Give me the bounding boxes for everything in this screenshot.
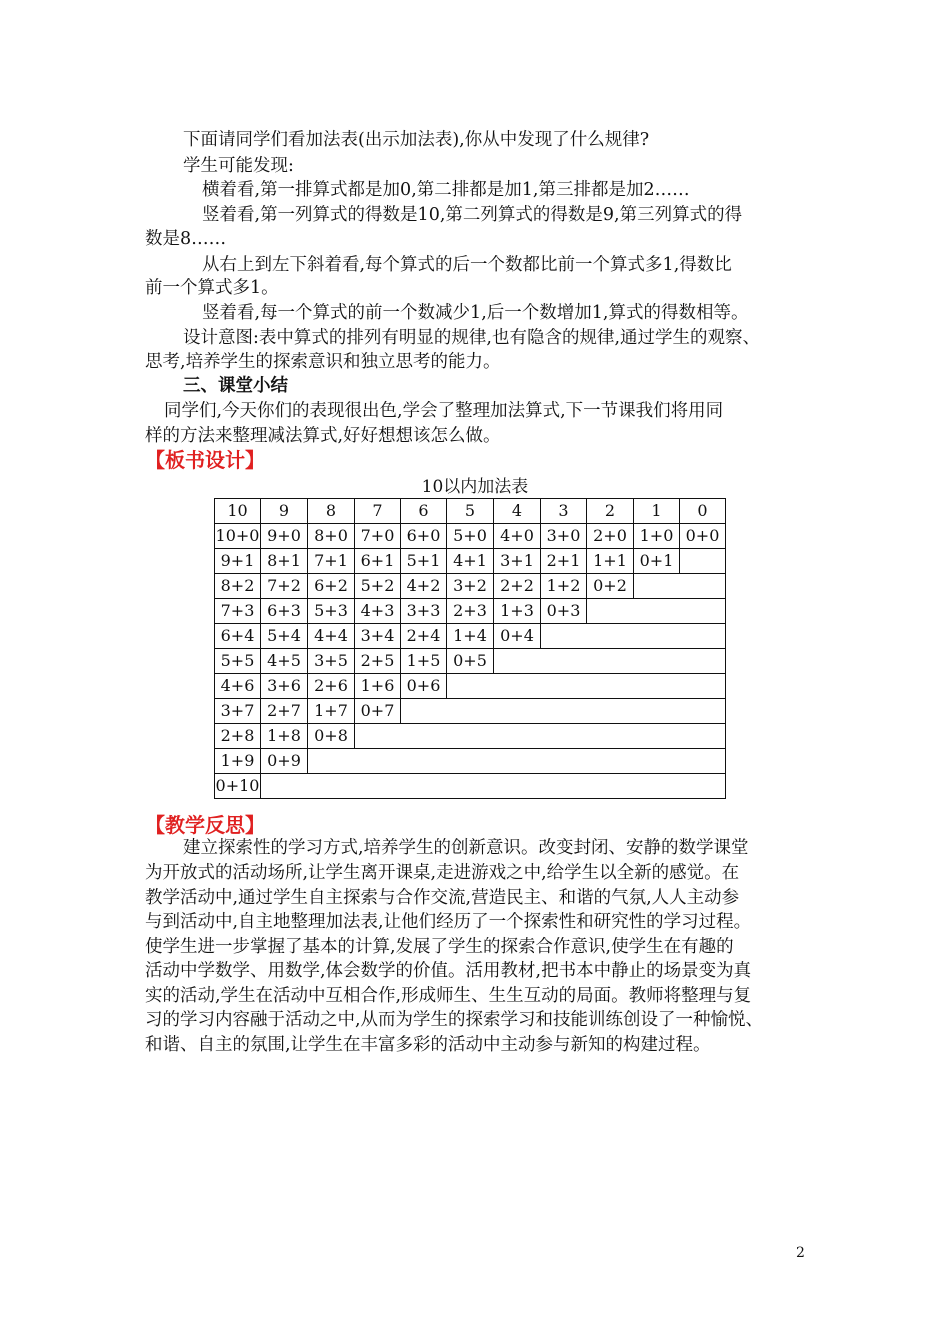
table-header-cell: 10: [214, 498, 261, 524]
table-cell: 3+1: [493, 548, 541, 574]
board-design-heading: 【板书设计】: [145, 448, 265, 472]
table-header-cell: 9: [260, 498, 308, 524]
text-line: 横着看,第一排算式都是加0,第二排都是加1,第三排都是加2……: [202, 180, 690, 200]
table-cell: 1+0: [633, 523, 680, 549]
table-empty-cell: [493, 648, 726, 674]
table-cell: 6+0: [400, 523, 447, 549]
reflection-heading: 【教学反思】: [145, 813, 265, 837]
table-cell: 2+2: [493, 573, 541, 599]
table-cell: 2+3: [446, 598, 494, 624]
section-heading: 三、课堂小结: [183, 376, 288, 396]
table-cell: 7+3: [214, 598, 261, 624]
table-cell: 7+2: [260, 573, 308, 599]
table-cell: 7+1: [307, 548, 355, 574]
table-cell: 2+1: [540, 548, 587, 574]
table-header-cell: 4: [493, 498, 541, 524]
table-cell: 2+6: [307, 673, 355, 699]
table-empty-cell: [446, 673, 726, 699]
table-header-cell: 5: [446, 498, 494, 524]
table-cell: 0+5: [446, 648, 494, 674]
table-cell: 9+1: [214, 548, 261, 574]
reflection-line: 建立探索性的学习方式,培养学生的创新意识。改变封闭、安静的数学课堂: [183, 838, 749, 858]
table-cell: 1+3: [493, 598, 541, 624]
table-cell: 2+8: [214, 723, 261, 749]
table-header-cell: 7: [354, 498, 401, 524]
table-cell: 5+2: [354, 573, 401, 599]
table-cell: 2+0: [586, 523, 634, 549]
table-cell: 3+7: [214, 698, 261, 724]
table-empty-cell: [354, 723, 726, 749]
table-cell: 6+2: [307, 573, 355, 599]
table-cell: 3+4: [354, 623, 401, 649]
table-cell: 8+0: [307, 523, 355, 549]
text-line: 样的方法来整理减法算式,好好想想该怎么做。: [145, 426, 501, 446]
text-line: 学生可能发现:: [183, 156, 294, 176]
table-cell: 3+5: [307, 648, 355, 674]
table-empty-cell: [400, 698, 726, 724]
table-cell: 10+0: [214, 523, 261, 549]
table-cell: 1+6: [354, 673, 401, 699]
table-cell: 0+4: [493, 623, 541, 649]
table-cell: 0+1: [633, 548, 680, 574]
table-cell: 4+5: [260, 648, 308, 674]
table-cell: 5+1: [400, 548, 447, 574]
table-cell: 0+3: [540, 598, 587, 624]
reflection-line: 和谐、自主的氛围,让学生在丰富多彩的活动中主动参与新知的构建过程。: [145, 1035, 711, 1055]
table-cell: 0+9: [260, 748, 308, 774]
table-cell: 0+8: [307, 723, 355, 749]
reflection-line: 活动中学数学、用数学,体会数学的价值。活用教材,把书本中静止的场景变为真: [145, 961, 752, 981]
table-cell: 1+2: [540, 573, 587, 599]
table-cell: 8+1: [260, 548, 308, 574]
text-line: 竖着看,每一个算式的前一个数减少1,后一个数增加1,算式的得数相等。: [202, 303, 749, 323]
table-empty-cell: [679, 548, 726, 574]
table-cell: 3+6: [260, 673, 308, 699]
table-cell: 0+6: [400, 673, 447, 699]
reflection-line: 教学活动中,通过学生自主探索与合作交流,营造民主、和谐的气氛,人人主动参: [145, 888, 740, 908]
text-line: 从右上到左下斜着看,每个算式的后一个数都比前一个算式多1,得数比: [202, 255, 732, 275]
text-line: 思考,培养学生的探索意识和独立思考的能力。: [145, 352, 501, 372]
table-cell: 4+4: [307, 623, 355, 649]
text-line: 同学们,今天你们的表现很出色,学会了整理加法算式,下一节课我们将用同: [164, 401, 724, 421]
table-cell: 3+0: [540, 523, 587, 549]
table-cell: 5+0: [446, 523, 494, 549]
table-cell: 1+4: [446, 623, 494, 649]
table-cell: 1+9: [214, 748, 261, 774]
table-cell: 2+4: [400, 623, 447, 649]
table-cell: 3+3: [400, 598, 447, 624]
table-cell: 2+7: [260, 698, 308, 724]
table-cell: 1+8: [260, 723, 308, 749]
table-cell: 4+6: [214, 673, 261, 699]
table-cell: 0+10: [214, 773, 261, 799]
table-cell: 5+5: [214, 648, 261, 674]
table-cell: 1+1: [586, 548, 634, 574]
text-line: 下面请同学们看加法表(出示加法表),你从中发现了什么规律?: [183, 130, 650, 150]
page-number: 2: [796, 1245, 805, 1261]
table-cell: 5+3: [307, 598, 355, 624]
text-line: 前一个算式多1。: [145, 278, 279, 298]
table-header-cell: 8: [307, 498, 355, 524]
table-empty-cell: [586, 598, 726, 624]
table-cell: 7+0: [354, 523, 401, 549]
text-line: 设计意图:表中算式的排列有明显的规律,也有隐含的规律,通过学生的观察、: [183, 328, 761, 348]
table-cell: 8+2: [214, 573, 261, 599]
table-cell: 9+0: [260, 523, 308, 549]
table-header-cell: 1: [633, 498, 680, 524]
table-cell: 1+5: [400, 648, 447, 674]
table-cell: 4+2: [400, 573, 447, 599]
table-cell: 4+0: [493, 523, 541, 549]
table-header-cell: 6: [400, 498, 447, 524]
table-cell: 3+2: [446, 573, 494, 599]
table-header-cell: 3: [540, 498, 587, 524]
table-cell: 2+5: [354, 648, 401, 674]
table-cell: 6+1: [354, 548, 401, 574]
table-empty-cell: [260, 773, 726, 799]
table-cell: 0+2: [586, 573, 634, 599]
reflection-line: 习的学习内容融于活动之中,从而为学生的探索学习和技能训练创设了一种愉悦、: [145, 1010, 764, 1030]
table-cell: 4+1: [446, 548, 494, 574]
text-line: 竖着看,第一列算式的得数是10,第二列算式的得数是9,第三列算式的得: [202, 205, 743, 225]
reflection-line: 为开放式的活动场所,让学生离开课桌,走进游戏之中,给学生以全新的感觉。在: [145, 863, 740, 883]
table-header-cell: 0: [679, 498, 726, 524]
reflection-line: 使学生进一步掌握了基本的计算,发展了学生的探索合作意识,使学生在有趣的: [145, 937, 734, 957]
table-cell: 0+0: [679, 523, 726, 549]
table-empty-cell: [307, 748, 726, 774]
table-cell: 6+4: [214, 623, 261, 649]
table-empty-cell: [633, 573, 726, 599]
table-cell: 1+7: [307, 698, 355, 724]
table-empty-cell: [540, 623, 726, 649]
table-title: 10以内加法表: [421, 477, 529, 497]
reflection-line: 与到活动中,自主地整理加法表,让他们经历了一个探索性和研究性的学习过程。: [145, 912, 752, 932]
table-cell: 0+7: [354, 698, 401, 724]
table-cell: 4+3: [354, 598, 401, 624]
table-cell: 6+3: [260, 598, 308, 624]
table-header-cell: 2: [586, 498, 634, 524]
reflection-line: 实的活动,学生在活动中互相合作,形成师生、生生互动的局面。教师将整理与复: [145, 986, 752, 1006]
text-line: 数是8……: [145, 229, 227, 249]
table-cell: 5+4: [260, 623, 308, 649]
